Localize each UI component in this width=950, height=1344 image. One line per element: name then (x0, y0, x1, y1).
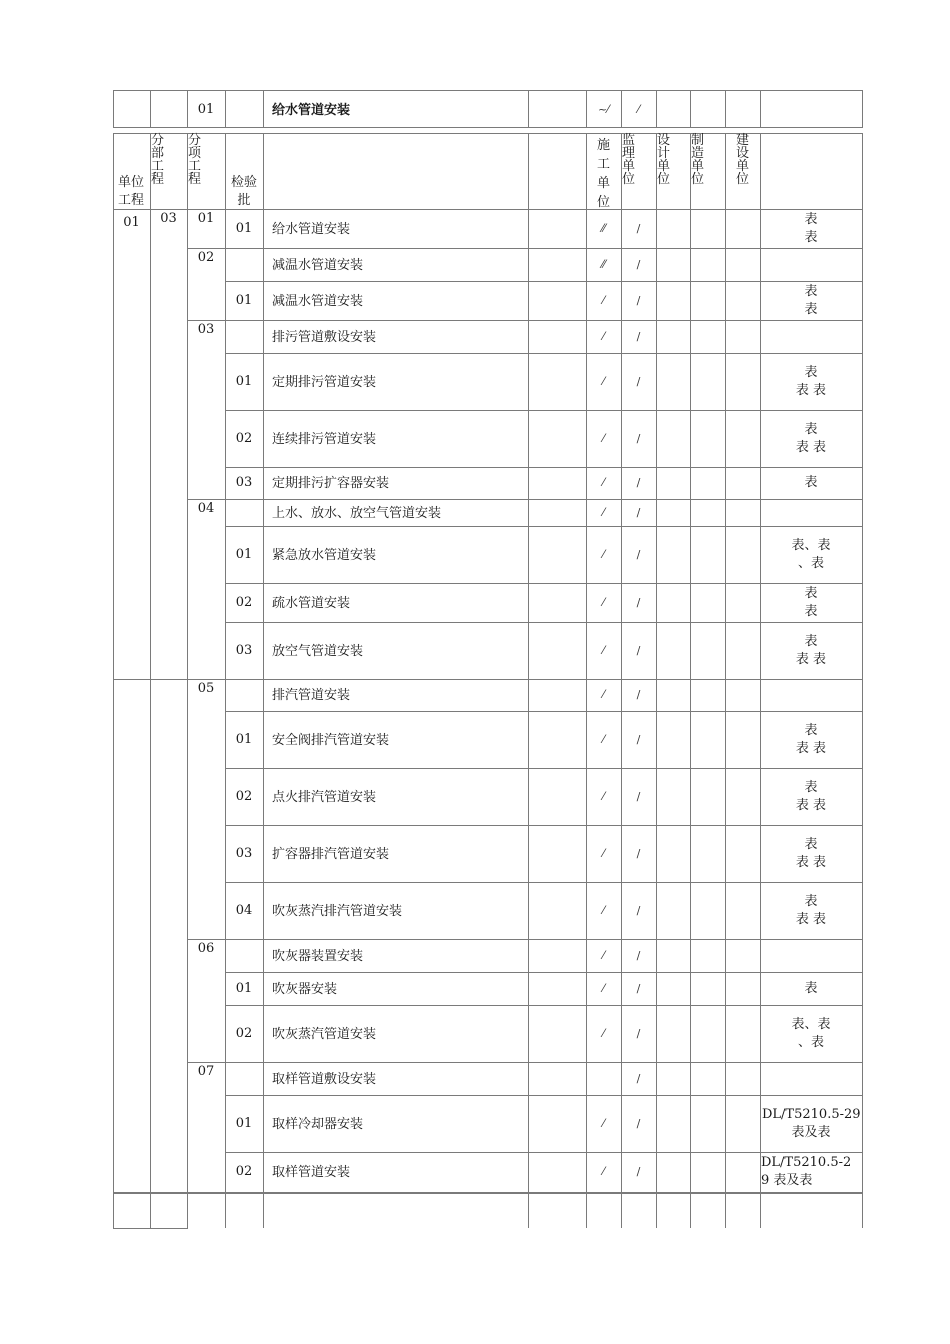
inspection-lot-code: 01 (235, 373, 253, 389)
subitem-code: 02 (197, 250, 215, 265)
reference-text: 表 (804, 633, 818, 649)
construction-mark: ⁄ (602, 981, 605, 995)
supervision-mark: / (636, 257, 641, 271)
division-code: 03 (160, 211, 177, 226)
construction-mark: ⁄ (602, 846, 605, 860)
item-name: 减温水管道安装 (272, 293, 364, 309)
column-line (263, 133, 264, 1228)
top-row-sg-mark: ~⁄ (597, 103, 610, 116)
row-divider (225, 711, 863, 712)
reference-text: 表 (804, 980, 818, 996)
construction-mark: ⁄ (602, 374, 605, 388)
inspection-lot-code: 02 (235, 1164, 253, 1179)
inspection-lot-code: 03 (235, 642, 253, 658)
construction-mark: ⁄ (602, 903, 605, 917)
construction-mark: ⁄⁄ (601, 221, 606, 235)
construction-mark: ⁄ (602, 329, 605, 343)
reference-text: 表 (804, 421, 818, 437)
supervision-mark: / (636, 903, 641, 917)
construction-mark: ⁄ (602, 476, 605, 489)
row-divider (225, 410, 863, 411)
supervision-mark: / (636, 688, 641, 701)
row-divider (225, 353, 863, 354)
reference-text: 表 (804, 283, 818, 299)
row-divider (225, 526, 863, 527)
header-owner: 建设单位 (736, 133, 750, 187)
item-name: 取样管道敷设安装 (272, 1071, 377, 1087)
supervision-mark: / (636, 1165, 641, 1178)
construction-mark: ⁄ (602, 431, 605, 445)
supervision-mark: / (636, 1071, 641, 1085)
supervision-mark: / (636, 948, 641, 962)
item-name: 点火排汽管道安装 (272, 789, 377, 805)
column-line (760, 133, 761, 1228)
column-line (528, 133, 529, 1228)
table-border-bottom-left (113, 1228, 188, 1229)
row-divider (225, 281, 863, 282)
supervision-mark: / (636, 505, 641, 519)
row-divider (225, 768, 863, 769)
header-supervision: 监理单位 (622, 133, 636, 187)
supervision-mark: / (636, 643, 641, 657)
supervision-mark: / (636, 595, 641, 609)
item-name: 连续排污管道安装 (272, 431, 377, 447)
column-line (656, 133, 657, 1228)
header-design: 设计单位 (657, 133, 671, 187)
construction-mark: ⁄ (602, 595, 605, 609)
reference-text: 、表 (797, 555, 824, 571)
row-divider (225, 467, 863, 468)
reference-text: 表 表 (795, 854, 827, 870)
item-name: 取样冷却器安装 (272, 1116, 364, 1132)
item-name: 定期排污管道安装 (272, 374, 377, 390)
reference-text: 表 (804, 364, 818, 380)
item-name: 安全阀排汽管道安装 (272, 732, 390, 748)
item-name: 排汽管道安装 (272, 688, 351, 703)
reference-text: 表、表 (791, 1016, 831, 1032)
supervision-mark: / (636, 221, 641, 235)
item-name: 排污管道敷设安装 (272, 329, 377, 345)
top-row-col-11 (760, 90, 761, 128)
top-row-col-8 (656, 90, 657, 128)
item-name: 吹灰蒸汽排汽管道安装 (272, 903, 403, 919)
construction-mark: ⁄ (602, 293, 605, 307)
header-division: 分部工程 (151, 133, 165, 187)
supervision-mark: / (636, 846, 641, 860)
header-inspection-lot: 检验批 (230, 175, 257, 208)
top-row-jl-mark: ⁄ (637, 103, 640, 116)
inspection-lot-code: 01 (235, 546, 253, 562)
reference-text: 表 表 (795, 740, 827, 756)
top-row-col-9 (690, 90, 691, 128)
header-unit-project: 单位工程 (118, 175, 145, 208)
reference-text: DL/T5210.5-2 (761, 1155, 852, 1170)
top-row-col-10 (725, 90, 726, 128)
item-name: 定期排污扩容器安装 (272, 476, 390, 491)
subitem-code: 05 (197, 681, 215, 696)
top-row-name: 给水管道安装 (272, 103, 351, 118)
header-subitem: 分项工程 (188, 133, 202, 187)
column-line (862, 133, 863, 1228)
inspection-lot-code: 01 (235, 731, 253, 747)
inspection-lot-code: 01 (235, 292, 253, 308)
item-name: 紧急放水管道安装 (272, 547, 377, 563)
reference-text: 表 (804, 893, 818, 909)
header-manufacture: 制造单位 (691, 133, 705, 187)
inspection-lot-code: 03 (235, 845, 253, 861)
row-divider (225, 882, 863, 883)
reference-text: 表 表 (795, 439, 827, 455)
construction-mark: ⁄ (602, 1026, 605, 1040)
reference-text: 表 表 (795, 911, 827, 927)
row-divider (187, 939, 863, 940)
supervision-mark: / (636, 374, 641, 388)
item-name: 取样管道安装 (272, 1165, 351, 1180)
reference-text: 表 表 (795, 797, 827, 813)
item-name: 疏水管道安装 (272, 595, 351, 611)
top-row-col-0 (113, 90, 114, 128)
reference-text: 表 (804, 229, 818, 245)
subitem-code: 06 (197, 941, 215, 956)
reference-text: 、表 (797, 1034, 824, 1050)
construction-mark: ⁄ (602, 688, 605, 701)
top-row-col-3 (225, 90, 226, 128)
item-name: 吹灰蒸汽管道安装 (272, 1026, 377, 1042)
construction-mark: ⁄ (602, 505, 605, 519)
reference-text: 表 (804, 211, 818, 227)
reference-text: 表 (804, 585, 818, 601)
reference-text: 表、表 (791, 537, 831, 553)
construction-mark: ⁄⁄ (601, 257, 606, 271)
header-construction: 施工单位 (597, 138, 611, 210)
reference-text: 表 表 (795, 651, 827, 667)
row-divider (225, 1152, 863, 1153)
reference-text: 表 (804, 475, 818, 490)
supervision-mark: / (636, 431, 641, 445)
row-divider (225, 972, 863, 973)
item-name: 上水、放水、放空气管道安装 (272, 505, 442, 521)
item-name: 减温水管道安装 (272, 257, 364, 273)
inspection-lot-code: 04 (235, 902, 253, 918)
construction-mark: ⁄ (602, 789, 605, 803)
item-name: 放空气管道安装 (272, 643, 364, 659)
item-name: 给水管道安装 (272, 221, 351, 237)
row-divider (225, 622, 863, 623)
row-divider (225, 583, 863, 584)
supervision-mark: / (636, 789, 641, 803)
construction-mark: ⁄ (602, 732, 605, 746)
top-row-col-12 (862, 90, 863, 128)
inspection-lot-code: 01 (235, 980, 253, 996)
row-divider (225, 825, 863, 826)
top-row-col-5 (528, 90, 529, 128)
top-row-col-1 (150, 90, 151, 128)
supervision-mark: / (636, 981, 641, 995)
inspection-lot-code: 02 (235, 430, 253, 446)
reference-text: 表 (804, 603, 818, 619)
subitem-code: 03 (197, 322, 215, 337)
supervision-mark: / (636, 1116, 641, 1130)
supervision-mark: / (636, 547, 641, 561)
supervision-mark: / (636, 329, 641, 343)
row-divider (187, 320, 863, 321)
top-row-col-4 (263, 90, 264, 128)
supervision-mark: / (636, 732, 641, 746)
reference-text: 表 (804, 301, 818, 317)
top-row-fx-code: 01 (197, 102, 215, 117)
row-divider (187, 499, 863, 500)
inspection-lot-code: 02 (235, 594, 253, 610)
column-line (690, 133, 691, 1228)
item-name: 吹灰器安装 (272, 981, 338, 997)
subitem-code: 07 (197, 1064, 215, 1079)
reference-text: 表 表 (795, 382, 827, 398)
row-divider (225, 1095, 863, 1096)
subitem-code: 04 (197, 501, 215, 516)
inspection-lot-code: 02 (235, 1025, 253, 1041)
row-divider (187, 248, 863, 249)
inspection-lot-code: 01 (235, 220, 253, 236)
reference-text: DL/T5210.5-29 (762, 1106, 861, 1122)
construction-mark: ⁄ (602, 948, 605, 962)
construction-mark: ⁄ (602, 1165, 605, 1178)
unit-code: 01 (123, 215, 140, 230)
inspection-lot-code: 03 (235, 475, 253, 490)
column-line (113, 133, 114, 1228)
column-line (725, 133, 726, 1228)
inspection-lot-code: 01 (235, 1115, 253, 1131)
subitem-code: 01 (197, 211, 215, 226)
construction-mark: ⁄ (602, 547, 605, 561)
reference-text: 表 (804, 722, 818, 738)
item-name: 吹灰器装置安装 (272, 948, 364, 964)
column-line (150, 133, 151, 1228)
reference-text: 表 (804, 779, 818, 795)
row-divider (187, 1062, 863, 1063)
inspection-lot-code: 02 (235, 788, 253, 804)
construction-mark: ⁄ (602, 643, 605, 657)
reference-text: 表及表 (791, 1124, 831, 1140)
construction-mark: ⁄ (602, 1116, 605, 1130)
reference-text: 9 表及表 (761, 1173, 813, 1188)
supervision-mark: / (636, 1026, 641, 1040)
reference-text: 表 (804, 836, 818, 852)
supervision-mark: / (636, 476, 641, 489)
supervision-mark: / (636, 293, 641, 307)
row-divider (225, 1005, 863, 1006)
item-name: 扩容器排汽管道安装 (272, 846, 390, 862)
